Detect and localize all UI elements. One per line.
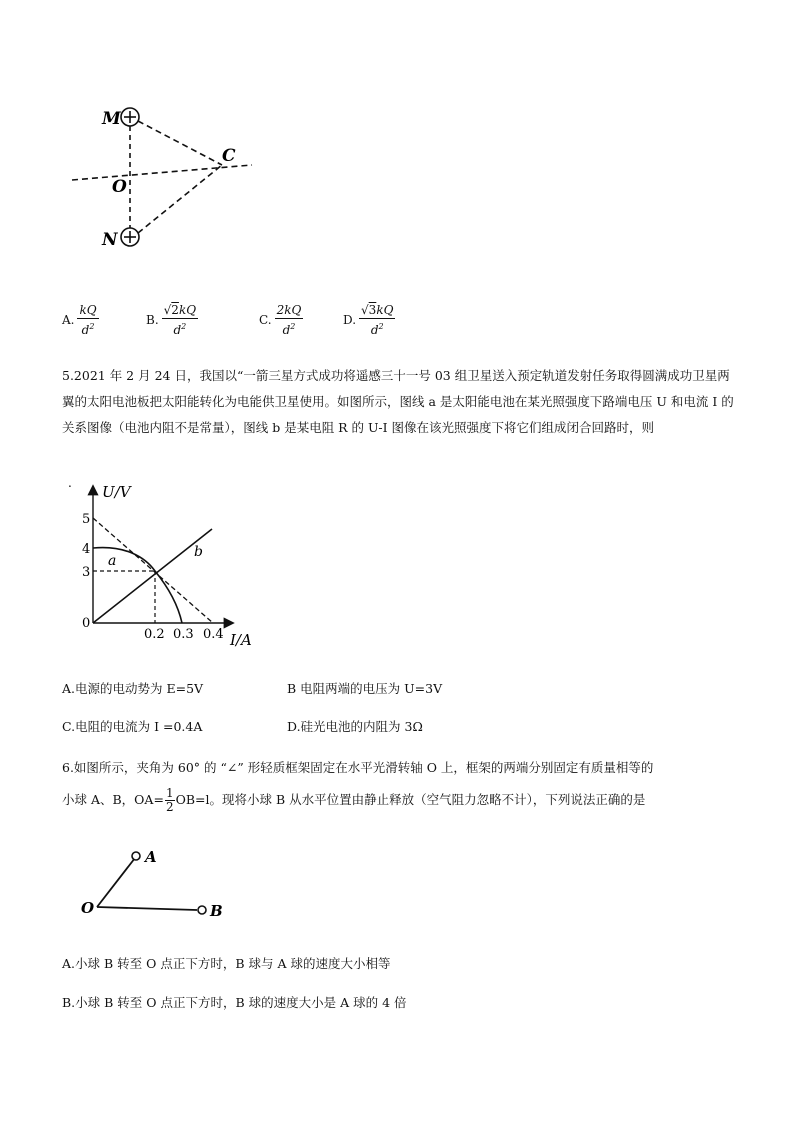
x-tick-0-4: 0.4 bbox=[203, 627, 224, 642]
q6-stem-line2: 小球 A、B，OA= $\frac{1}{2}$ OB=l。现将小球 B 从水平位置由静止释放（空气阻力忽略不计），下列说法正确的是 bbox=[62, 786, 646, 814]
label-c: C bbox=[222, 146, 236, 166]
label-o: O bbox=[112, 177, 127, 197]
ball-b bbox=[198, 906, 206, 914]
q5-option-c[interactable]: C.电阻的电流为 I =0.4A bbox=[62, 719, 203, 734]
option-b-fraction: $\frac{√2kQ}{d^2}$ bbox=[163, 303, 197, 337]
y-tick-4: 4 bbox=[82, 542, 91, 557]
mc-dashed-line bbox=[138, 121, 222, 165]
q6-option-a[interactable]: A.小球 B 转至 O 点正下方时，B 球与 A 球的速度大小相等 bbox=[62, 956, 391, 971]
option-a[interactable]: A. $\frac{kQ}{d^2}$ bbox=[62, 303, 97, 337]
ui-graph bbox=[60, 475, 270, 655]
curve-a-label: a bbox=[108, 553, 117, 569]
y-axis-label: U/V bbox=[102, 483, 131, 501]
option-a-fraction: $\frac{kQ}{d^2}$ bbox=[79, 303, 97, 337]
q6-option-b[interactable]: B.小球 B 转至 O 点正下方时，B 球的速度大小是 A 球的 4 倍 bbox=[62, 995, 407, 1010]
line-b-label: b bbox=[194, 544, 203, 560]
y-tick-5: 5 bbox=[82, 512, 91, 527]
label-m: M bbox=[102, 109, 121, 129]
frame-figure bbox=[75, 840, 245, 925]
graph-dot: . bbox=[68, 476, 72, 490]
label-o-pivot: O bbox=[81, 899, 95, 917]
label-b: B bbox=[210, 902, 223, 920]
x-tick-0-3: 0.3 bbox=[173, 627, 194, 642]
label-n: N bbox=[102, 230, 118, 250]
q5-stem: 5.2021 年 2 月 24 日，我国以“一箭三星方式成功将遥感三十一号 03 组卫星送入预定轨道发射任务取得圆满成功卫星两翼的太阳电池板把太阳能转化为电能供卫星使用。如图所示，图线 a 是太阳能电池在某光照强度下路端电压 U 和电流 I 的关系图像（电池内阻不是常量），图线 b 是某电阻 R 的 U-I 图像在该光照强度下将它们组成闭合回路时，则 bbox=[62, 368, 734, 435]
x-tick-0-2: 0.2 bbox=[144, 627, 165, 642]
q6-stem-line1: 6.如图所示，夹角为 60° 的 “∠” 形轻质框架固定在水平光滑转轴 O 上，框架的两端分别固定有质量相等的 bbox=[62, 760, 654, 775]
q5-option-d[interactable]: D.硅光电池的内阻为 3Ω bbox=[287, 719, 423, 734]
option-c[interactable]: C. $\frac{2kQ}{d^2}$ bbox=[259, 303, 302, 337]
option-b[interactable]: B. $\frac{√2kQ}{d^2}$ bbox=[146, 303, 197, 337]
option-c-fraction: $\frac{2kQ}{d^2}$ bbox=[276, 303, 302, 337]
y-tick-3: 3 bbox=[82, 565, 91, 580]
oa-rod bbox=[97, 858, 135, 907]
oc-dashed-line bbox=[72, 165, 252, 180]
q6-fraction: $\frac{1}{2}$ bbox=[165, 786, 174, 814]
option-d-fraction: $\frac{√3kQ}{d^2}$ bbox=[361, 303, 394, 337]
ob-rod bbox=[97, 907, 197, 910]
charge-figure bbox=[60, 95, 270, 260]
q5-option-b[interactable]: B 电阻两端的电压为 U=3V bbox=[287, 681, 443, 696]
origin-label: 0 bbox=[82, 616, 91, 631]
x-axis-label: I/A bbox=[230, 631, 252, 649]
option-d[interactable]: D. $\frac{√3kQ}{d^2}$ bbox=[343, 303, 394, 337]
nc-dashed-line bbox=[138, 165, 222, 233]
ball-a bbox=[132, 852, 140, 860]
q5-option-a[interactable]: A.电源的电动势为 E=5V bbox=[62, 681, 204, 696]
label-a: A bbox=[145, 848, 157, 866]
